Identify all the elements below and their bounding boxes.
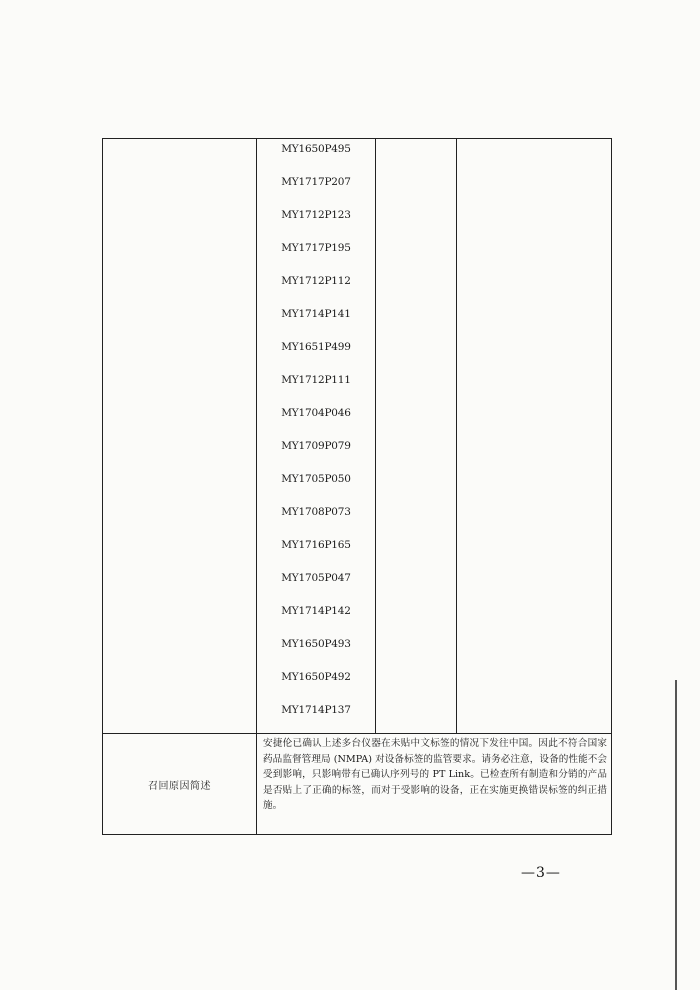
serial-number-item: MY1717P207 [281, 176, 351, 188]
serial-number-item: MY1705P050 [281, 473, 351, 485]
page-number: —3— [521, 865, 561, 881]
serial-number-item: MY1714P137 [281, 704, 351, 716]
label-cell-empty [103, 139, 257, 734]
serial-number-item: MY1714P141 [281, 308, 351, 320]
empty-cell [457, 139, 612, 734]
serial-number-item: MY1650P492 [281, 671, 351, 683]
serial-number-item: MY1650P493 [281, 638, 351, 650]
recall-reason-row [103, 734, 612, 835]
serial-number-item: MY1716P165 [281, 539, 351, 551]
scan-edge-line [675, 680, 677, 990]
serial-number-list [257, 139, 375, 733]
serial-number-item: MY1709P079 [281, 440, 351, 452]
serial-number-item: MY1712P111 [281, 374, 351, 386]
serial-number-item: MY1712P123 [281, 209, 351, 221]
recall-reason-text: 安捷伦已确认上述多台仪器在未贴中文标签的情况下发往中国。因此不符合国家药品监督管理局 (NMPA) 对设备标签的监管要求。请务必注意，设备的性能不会受到影响，只影响带有已确认序列号的 PT Link。已检查所有制造和分销的产品是否贴上了正确的标签，而对于受影响的设备，正在实施更换错误标签的纠正措施。 [257, 734, 612, 835]
serials-row [103, 139, 612, 734]
serial-number-item: MY1708P073 [281, 506, 351, 518]
serial-number-cell [257, 139, 376, 734]
serial-number-item: MY1704P046 [281, 407, 351, 419]
empty-cell [376, 139, 457, 734]
serial-number-item: MY1651P499 [281, 341, 351, 353]
serial-number-item: MY1714P142 [281, 605, 351, 617]
serial-number-item: MY1717P195 [281, 242, 351, 254]
serial-number-item: MY1650P495 [281, 143, 351, 155]
recall-reason-label: 召回原因简述 [103, 734, 257, 835]
recall-table [102, 138, 612, 835]
serial-number-item: MY1712P112 [281, 275, 351, 287]
serial-number-item: MY1705P047 [281, 572, 351, 584]
